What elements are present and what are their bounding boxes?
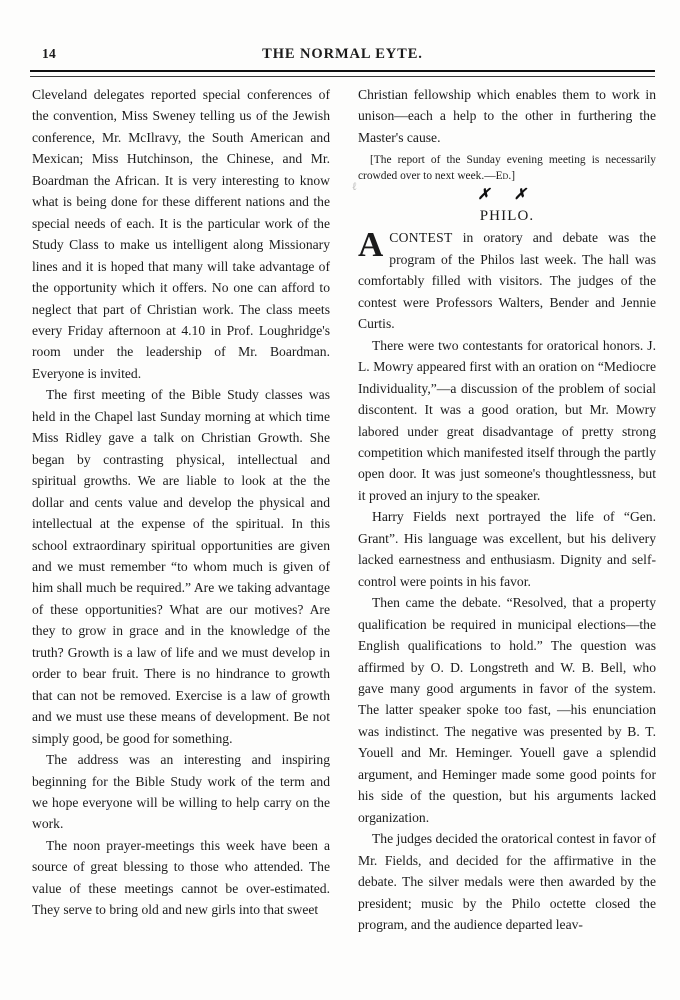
paragraph: The address was an interesting and inspiring beginning for the Bible Study work of the term and we hope everyone will be willing to help carry on the work.: [32, 752, 330, 832]
paragraph: The first meeting of the Bible Study classes was held in the Chapel last Sunday morning at which time Miss Ridley gave a talk on Christian Growth. She began by contrasting physical, intellectual and spiritual growths. We are liable to look at the the dollar and cents value and develop the physical and intellectual at the expense of the spiritual. In this school extraordinary spiritual opportunities are given and we must remember “to whom much is given of him shall much be required.” Are we taking advantage of these opportunities? What are our motives? Are they to grow in grace and in the knowledge of the truth? Growth is a law of life and we must develop in order to bear fruit. There is no hindrance to growth that can not be removed. Exercise is a law of growth and we must use these means of development. Be not simply good, be good for something.: [32, 387, 330, 746]
paragraph-continuation: Christian fellowship which enables them to work in unison—each a help to the other in furthering the Master's cause.: [358, 87, 656, 145]
paragraph-with-dropcap: [358, 227, 656, 334]
editor-signature: Ed.: [495, 169, 512, 182]
lead-caps: CONTEST: [389, 230, 453, 246]
right-column: [358, 84, 656, 935]
section-ornament: ✗ ✗: [477, 186, 537, 203]
editor-note-text: [The report of the Sunday evening meeting is necessarily crowded over to next week.—: [358, 154, 656, 182]
editor-note-closing: ]: [511, 169, 515, 182]
section-heading: PHILO.: [479, 208, 535, 224]
paragraph: Cleveland delegates reported special conferences of the convention, Miss Sweney telling us of the Jewish conference, Mr. McIlravy, the South American and Mexican; Miss Hutchinson, the Chinese, and Mr. Boardman the African. It is very interesting to know what is being done for these different nations and the special needs of each. It is the particular work of the Study Class to make us intelligent along Missionary lines and it is hoped that many will take advantage of the opportunity which it offers. No one can afford to neglect that part of Christian work. The class meets every Friday afternoon at 4.10 in Prof. Loughridge's room under the leadership of Mr. Boardman. Everyone is invited.: [32, 87, 330, 381]
scan-artifact-speck: ℓ: [351, 180, 358, 194]
paragraph: Then came the debate. “Resolved, that a property qualification be required in municipal elections—the English qualifications to hold.” The question was affirmed by O. D. Longstreth and W. B. Bell, who gave many good arguments in favor of the system. The latter speaker spoke too fast, —his enunciation was indistinct. The negative was presented by B. T. Youell and Mr. Heminger. Youell gave a splendid argument, and Heminger made some good points for his side of the question, but his arguments lacked organization.: [358, 595, 656, 825]
paragraph: The noon prayer-meetings this week have been a source of great blessing to those who attended. The value of these meetings cannot be over-estimated. They serve to bring old and new girls into that sweet: [32, 837, 330, 918]
header-rule-thin: [30, 76, 655, 77]
paragraph: Harry Fields next portrayed the life of “Gen. Grant”. His language was excellent, but his delivery lacked earnestness and enthusiasm. Dignity and self-control were points in his favor.: [358, 509, 656, 589]
paragraph: There were two contestants for oratorical honors. J. L. Mowry appeared first with an oration on “Mediocre Individuality,”—a discussion of the problem of social discontent. It was a good oration, but Mr. Mowry labored under great disadvantage of pretty strong competition which manifested itself through the partly open door. It was just someone's thoughtlessness, but it proved an injury to the speaker.: [358, 337, 656, 503]
paragraph-body: in oratory and debate was the program of the Philos last week. The hall was comfortably filled with visitors. The judges of the contest were Professors Walters, Bender and Jennie Curtis.: [358, 230, 656, 332]
publication-title: THE NORMAL EYTE.: [262, 46, 423, 62]
running-head: [30, 46, 655, 66]
drop-cap: A: [358, 225, 384, 265]
page-number: 14: [42, 46, 56, 61]
header-rule-thick: [30, 70, 655, 72]
editor-note: [358, 153, 656, 184]
paragraph: The judges decided the oratorical contest in favor of Mr. Fields, and decided for the affirmative in the debate. The silver medals were then awarded by the president; music by the Philo octette closed the program, and the audience departed leav-: [358, 831, 656, 932]
left-column: [32, 84, 330, 921]
